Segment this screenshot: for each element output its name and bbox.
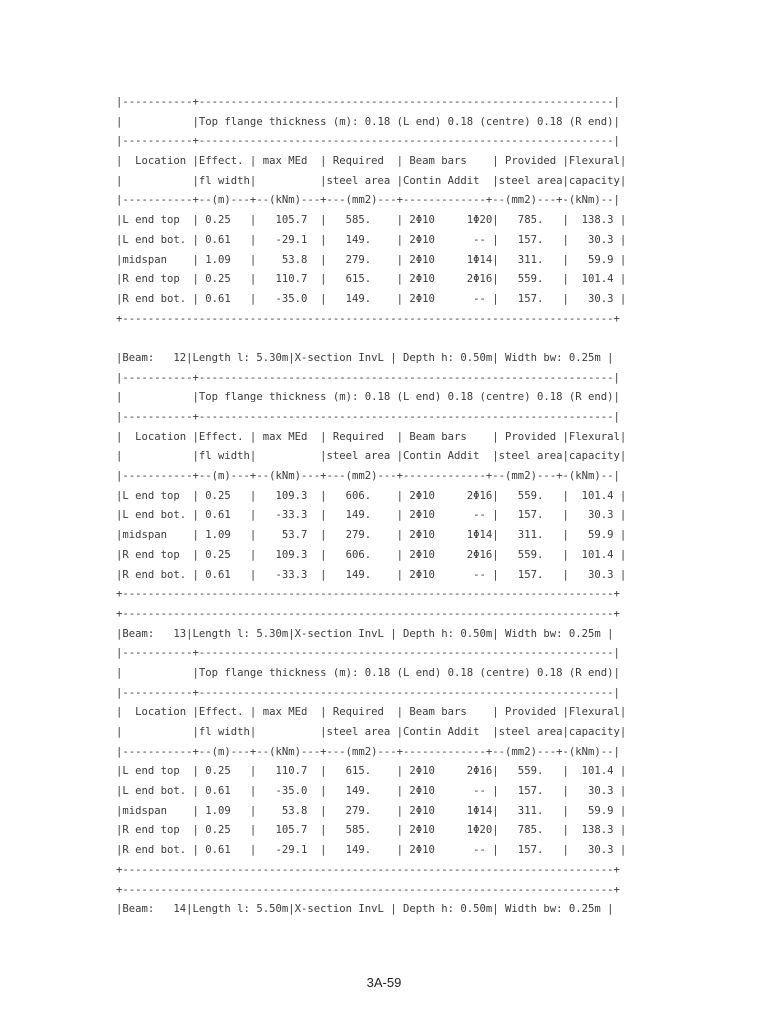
listing-line: |L end top | 0.25 | 110.7 | 615. | 2Φ10 2Φ16| 559. | 101.4 | <box>116 765 627 778</box>
listing-line: | Location |Effect. | max MEd | Required | Beam bars | Provided |Flexural| <box>116 430 627 443</box>
listing-line <box>116 329 626 349</box>
listing-line: |R end top | 0.25 | 110.7 | 615. | 2Φ10 2Φ16| 559. | 101.4 | <box>116 273 627 286</box>
listing-line: |R end bot. | 0.61 | -29.1 | 149. | 2Φ10 -- | 157. | 30.3 | <box>116 844 627 857</box>
listing-line: |midspan | 1.09 | 53.7 | 279. | 2Φ10 1Φ14| 311. | 59.9 | <box>116 529 627 542</box>
listing-line: |-----------+-----------------------------------------------------------------| <box>116 686 620 699</box>
listing-line: |L end bot. | 0.61 | -35.0 | 149. | 2Φ10 -- | 157. | 30.3 | <box>116 785 627 798</box>
listing-line: |-----------+-----------------------------------------------------------------| <box>116 411 620 423</box>
listing-line: |-----------+-----------------------------------------------------------------| <box>116 647 620 660</box>
listing-line: |L end bot. | 0.61 | -33.3 | 149. | 2Φ10 -- | 157. | 30.3 | <box>116 509 627 522</box>
listing-line: |-----------+--(m)---+--(kNm)---+---(mm2)---+-------------+--(mm2)---+-(kNm)--| <box>116 194 620 207</box>
listing-line: |R end bot. | 0.61 | -33.3 | 149. | 2Φ10 -- | 157. | 30.3 | <box>116 568 627 581</box>
listing-line: |L end top | 0.25 | 105.7 | 585. | 2Φ10 1Φ20| 785. | 138.3 | <box>116 214 627 227</box>
listing-line: |R end top | 0.25 | 105.7 | 585. | 2Φ10 1Φ20| 785. | 138.3 | <box>116 824 627 837</box>
listing-line: +-----------------------------------------------------------------------------+ <box>116 863 620 876</box>
listing-line: |midspan | 1.09 | 53.8 | 279. | 2Φ10 1Φ14| 311. | 59.9 | <box>116 804 627 817</box>
listing-line: | |fl width| |steel area |Contin Addit |steel area|capacity| <box>116 174 627 187</box>
listing-line: |R end bot. | 0.61 | -35.0 | 149. | 2Φ10 -- | 157. | 30.3 | <box>116 292 627 305</box>
listing-line: |-----------+-----------------------------------------------------------------| <box>116 371 620 384</box>
listing-line: | |fl width| |steel area |Contin Addit |steel area|capacity| <box>116 726 627 738</box>
listing-line: +-----------------------------------------------------------------------------+ <box>116 588 620 601</box>
listing-line: |L end bot. | 0.61 | -29.1 | 149. | 2Φ10 -- | 157. | 30.3 | <box>116 233 627 246</box>
listing-line: | |Top flange thickness (m): 0.18 (L end) 0.18 (centre) 0.18 (R end)| <box>116 666 620 679</box>
listing-line: |Beam: 14|Length l: 5.50m|X-section InvL | Depth h: 0.50m| Width bw: 0.25m | <box>116 903 614 916</box>
listing-line: | Location |Effect. | max MEd | Required | Beam bars | Provided |Flexural| <box>116 706 627 719</box>
listing-line: |R end top | 0.25 | 109.3 | 606. | 2Φ10 2Φ16| 559. | 101.4 | <box>116 548 627 561</box>
listing-line: |-----------+--(m)---+--(kNm)---+---(mm2)---+-------------+--(mm2)---+-(kNm)--| <box>116 745 620 758</box>
listing-line: |-----------+-----------------------------------------------------------------| <box>116 135 620 148</box>
listing-line: |midspan | 1.09 | 53.8 | 279. | 2Φ10 1Φ14| 311. | 59.9 | <box>116 253 627 266</box>
listing-line: | |Top flange thickness (m): 0.18 (L end) 0.18 (centre) 0.18 (R end)| <box>116 115 620 128</box>
beam-output-listing <box>116 93 626 920</box>
listing-line: +-----------------------------------------------------------------------------+ <box>116 883 620 896</box>
listing-line: |-----------+-----------------------------------------------------------------| <box>116 96 620 108</box>
listing-line: |Beam: 12|Length l: 5.30m|X-section InvL | Depth h: 0.50m| Width bw: 0.25m | <box>116 351 614 364</box>
listing-line: |Beam: 13|Length l: 5.30m|X-section InvL | Depth h: 0.50m| Width bw: 0.25m | <box>116 627 614 640</box>
listing-line: +-----------------------------------------------------------------------------+ <box>116 607 620 620</box>
listing-line: +-----------------------------------------------------------------------------+ <box>116 312 620 325</box>
listing-line: |L end top | 0.25 | 109.3 | 606. | 2Φ10 2Φ16| 559. | 101.4 | <box>116 489 627 502</box>
listing-line: | Location |Effect. | max MEd | Required | Beam bars | Provided |Flexural| <box>116 155 627 168</box>
listing-line: | |Top flange thickness (m): 0.18 (L end) 0.18 (centre) 0.18 (R end)| <box>116 391 620 404</box>
listing-line: |-----------+--(m)---+--(kNm)---+---(mm2)---+-------------+--(mm2)---+-(kNm)--| <box>116 470 620 483</box>
page-number: 3A-59 <box>366 975 402 990</box>
listing-line: | |fl width| |steel area |Contin Addit |steel area|capacity| <box>116 450 627 463</box>
